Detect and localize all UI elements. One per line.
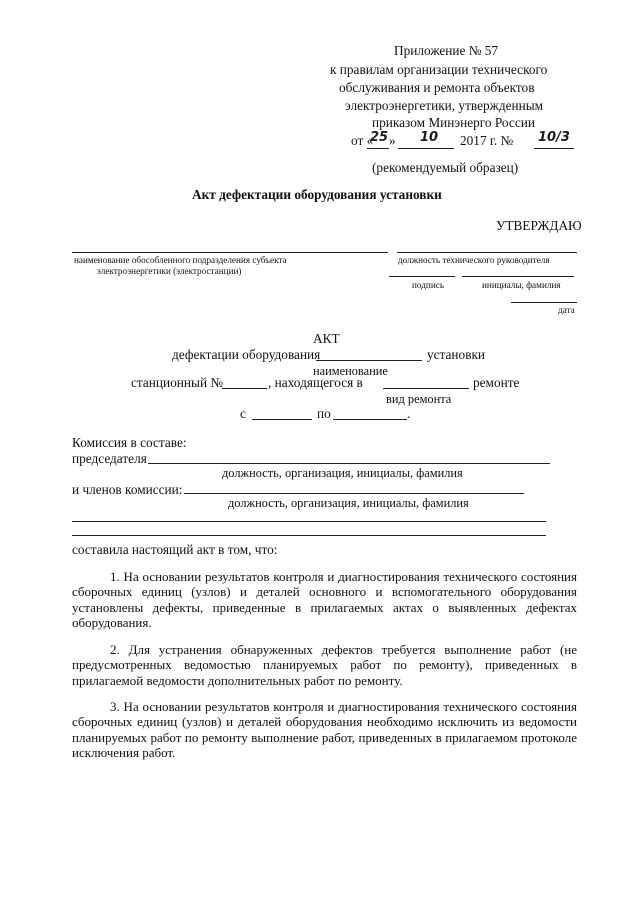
initials-caption: инициалы, фамилия	[482, 280, 561, 290]
equipment-name-line	[316, 360, 422, 361]
initials-line	[462, 276, 574, 277]
station-mid: , находящегося в	[268, 375, 363, 390]
compiled-text: составила настоящий акт в том, что:	[72, 542, 278, 557]
from-label: с	[240, 406, 246, 421]
paragraph-2-text: 2. Для устранения обнаруженных дефектов требуется выполнение работ (не предусмотренных ведомостью планируемых работ по ремонту), приведенных в прилагаемой ведомости дополнительных работ по ремонту.	[72, 642, 577, 688]
date-day-underline	[367, 148, 389, 149]
period-dot: .	[407, 406, 411, 421]
paragraph-3	[72, 699, 577, 760]
repair-type-line	[383, 388, 469, 389]
date-number-underline	[534, 148, 574, 149]
members-label: и членов комиссии:	[72, 482, 183, 497]
paragraph-3-text: 3. На основании результатов контроля и диагностирования технического состояния сборочных единиц (узлов) и деталей оборудования необходимо исключить из ведомости планируемых работ по ремонту выполнение работ, приведенных в прилагаемом протоколе исключения работ.	[72, 699, 577, 760]
date-prefix: от «	[351, 133, 374, 148]
members-extra-line-1	[72, 521, 546, 522]
defect-prefix: дефектации оборудования	[172, 347, 321, 362]
defect-suffix: установки	[427, 347, 486, 362]
org-caption-1: наименование обособленного подразделения субъекта	[74, 255, 287, 265]
name-caption: наименование	[313, 364, 388, 378]
date-day-handwritten: 25	[370, 130, 389, 145]
commission-intro: Комиссия в составе:	[72, 435, 187, 450]
date-mid: »	[389, 133, 396, 148]
chair-line	[148, 463, 550, 464]
org-name-line	[72, 252, 388, 253]
station-prefix: станционный №	[131, 375, 224, 390]
signature-caption: подпись	[412, 280, 445, 290]
paragraph-1-text: 1. На основании результатов контроля и диагностирования технического состояния сборочных единиц (узлов) и деталей основного и вспомогательного оборудования установлены дефекты, приведенные в прилагаемых актах о выявленных дефектах оборудования.	[72, 569, 577, 630]
to-label: по	[317, 406, 331, 421]
paragraph-1	[72, 569, 577, 630]
sample-note: (рекомендуемый образец)	[372, 160, 519, 175]
station-number-line	[222, 388, 267, 389]
chair-caption: должность, организация, инициалы, фамилия	[222, 466, 463, 480]
date-year: 2017 г. №	[460, 133, 514, 148]
signature-line	[389, 276, 455, 277]
position-line	[397, 252, 577, 253]
appendix-line-2: к правилам организации технического	[330, 62, 548, 77]
chair-label: председателя	[72, 451, 147, 466]
position-caption: должность технического руководителя	[398, 255, 550, 265]
members-extra-line-2	[72, 535, 546, 536]
members-line	[184, 493, 524, 494]
appendix-line-4: электроэнергетики, утвержденным	[345, 98, 544, 113]
paragraph-2	[72, 642, 577, 688]
from-date-line	[252, 419, 312, 420]
document-title: Акт дефектации оборудования установки	[192, 187, 442, 202]
date-number-handwritten: 10/3	[538, 130, 570, 145]
act-heading: АКТ	[313, 331, 340, 346]
date-month-underline	[398, 148, 454, 149]
appendix-line-5: приказом Минэнерго России	[372, 115, 535, 130]
appendix-line-3: обслуживания и ремонта объектов	[339, 80, 535, 95]
date-line	[511, 302, 577, 303]
date-month-handwritten: 10	[420, 130, 439, 145]
org-caption-2: электроэнергетики (электростанции)	[97, 266, 242, 276]
appendix-line-1: Приложение № 57	[394, 43, 498, 58]
station-suffix: ремонте	[473, 375, 520, 390]
approve-label: УТВЕРЖДАЮ	[496, 218, 582, 233]
to-date-line	[333, 419, 407, 420]
date-caption: дата	[558, 305, 575, 315]
members-caption: должность, организация, инициалы, фамилия	[228, 496, 469, 510]
repair-caption: вид ремонта	[386, 392, 452, 406]
